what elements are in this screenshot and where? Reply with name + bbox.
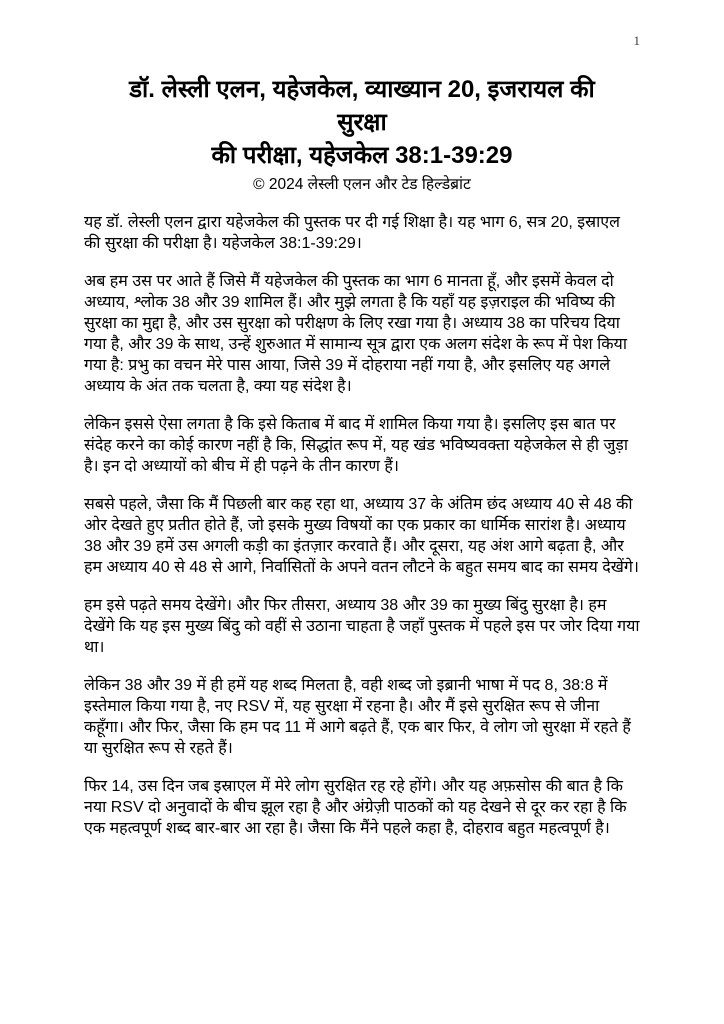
- title-line-2: सुरक्षा: [337, 109, 387, 136]
- paragraph: सबसे पहले, जैसा कि मैं पिछली बार कह रहा था, अध्याय 37 के अंतिम छंद अध्याय 40 से 48 की ओर देखते हुए प्रतीत होते हैं, जो इसके मुख्य विषयों का एक प्रकार का धार्मिक सारांश है। अध्याय 38 और 39 हमें उस अगली कड़ी का इंतज़ार करवाते हैं। और दूसरा, यह अंश आगे बढ़ता है, और हम अध्याय 40 से 48 से आगे, निर्वासितों के अपने वतन लौटने के बहुत समय बाद का समय देखेंगे।: [84, 496, 639, 576]
- paragraph: लेकिन 38 और 39 में ही हमें यह शब्द मिलता है, वही शब्द जो इब्रानी भाषा में पद 8, 38:8 में इस्तेमाल किया गया है, नए RSV में, यह सुरक्षा में रहना है। और मैं इसे सुरक्षित रूप से जीना कहूँगा। और फिर, जैसा कि हम पद 11 में आगे बढ़ते हैं, एक बार फिर, वे लोग जो सुरक्षा में रहते हैं या सुरक्षित रूप से रहते हैं।: [84, 677, 631, 757]
- title-line-3: की परीक्षा, यहेजकेल 38:1-39:29: [211, 142, 513, 169]
- paragraph: यह डॉ. लेस्ली एलन द्वारा यहेजकेल की पुस्तक पर दी गई शिक्षा है। यह भाग 6, सत्र 20, इस्राएल की सुरक्षा की परीक्षा है। यहेजकेल 38:1-39:29।: [84, 214, 620, 252]
- paragraph: अब हम उस पर आते हैं जिसे मैं यहेजकेल की पुस्तक का भाग 6 मानता हूँ, और इसमें केवल दो अध्याय, श्लोक 38 और 39 शामिल हैं। और मुझे लगता है कि यहाँ यह इज़राइल की भविष्य की सुरक्षा का मुद्दा है, और उस सुरक्षा को परीक्षण के लिए रखा गया है। अध्याय 38 का परिचय दिया गया है, और 39 के साथ, उन्हें शुरुआत में सामान्य सूत्र द्वारा एक अलग संदेश के रूप में पेश किया गया है: प्रभु का वचन मेरे पास आया, जिसे 39 में दोहराया नहीं गया है, और इसलिए यह अगले अध्याय के अंत तक चलता है, क्या यह संदेश है।: [84, 273, 627, 395]
- document-body: [84, 212, 640, 839]
- page-number: 1: [633, 33, 640, 48]
- copyright-line: © 2024 लेस्ली एलन और टेड हिल्डेब्रांट: [253, 176, 471, 193]
- paragraph: हम इसे पढ़ते समय देखेंगे। और फिर तीसरा, अध्याय 38 और 39 का मुख्य बिंदु सुरक्षा है। हम देखेंगे कि यह इस मुख्य बिंदु को वहीं से उठाना चाहता है जहाँ पुस्तक में पहले इस पर जोर दिया गया था।: [84, 597, 640, 656]
- paragraph: लेकिन इससे ऐसा लगता है कि इसे किताब में बाद में शामिल किया गया है। इसलिए इस बात पर संदेह करने का कोई कारण नहीं है कि, सिद्धांत रूप में, यह खंड भविष्यवक्ता यहेजकेल से ही जुड़ा है। इन दो अध्यायों को बीच में ही पढ़ने के तीन कारण हैं।: [84, 416, 629, 475]
- document-title: [84, 73, 640, 172]
- title-line-1: डॉ. लेस्ली एलन, यहेजकेल, व्याख्यान 20, इजरायल की: [129, 76, 595, 103]
- paragraph: फिर 14, उस दिन जब इस्राएल में मेरे लोग सुरक्षित रह रहे होंगे। और यह अफ़सोस की बात है कि नया RSV दो अनुवादों के बीच झूल रहा है और अंग्रेज़ी पाठकों को यह देखने से दूर कर रहा है कि एक महत्वपूर्ण शब्द बार-बार आ रहा है। जैसा कि मैंने पहले कहा है, दोहराव बहुत महत्वपूर्ण है।: [84, 778, 627, 837]
